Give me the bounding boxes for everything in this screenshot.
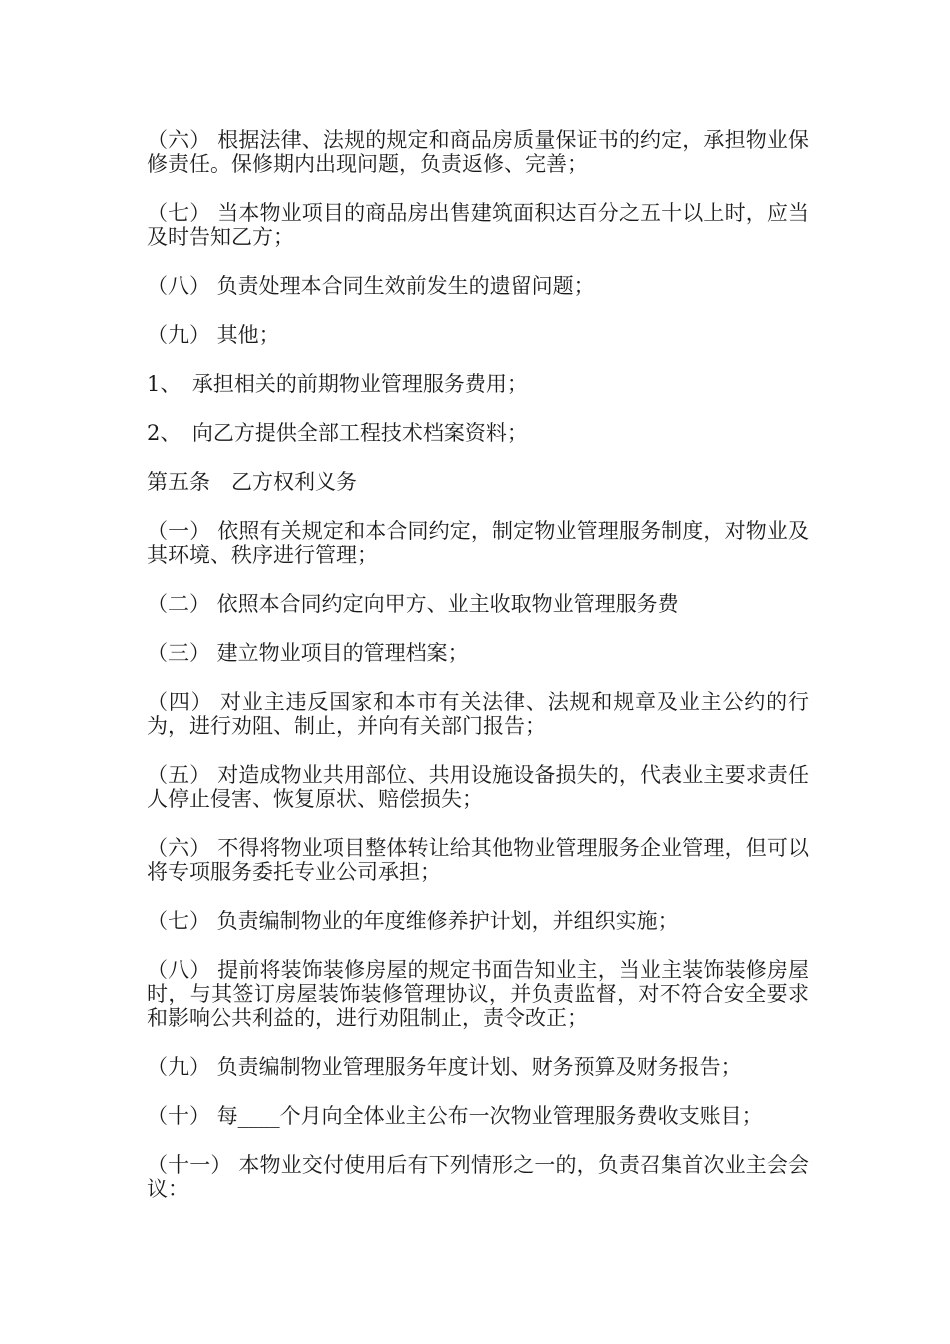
article-5-heading: 第五条 乙方权利义务 — [147, 470, 357, 494]
paragraph-item-1-fees: 1、 承担相关的前期物业管理服务费用； — [147, 372, 528, 396]
paragraph-duty-1-management-system: （一） 依照有关规定和本合同约定，制定物业管理服务制度，对物业及其环境、秩序进行管理； — [147, 519, 809, 567]
paragraph-clause-6-warranty: （六） 根据法律、法规的规定和商品房质量保证书的约定，承担物业保修责任。保修期内出现问题，负责返修、完善； — [147, 128, 809, 176]
paragraph-clause-9-other: （九） 其他； — [147, 323, 280, 347]
paragraph-item-2-archives: 2、 向乙方提供全部工程技术档案资料； — [147, 421, 528, 445]
paragraph-duty-3-archives: （三） 建立物业项目的管理档案； — [147, 641, 469, 665]
document-body — [147, 128, 809, 1226]
paragraph-duty-6-no-transfer: （六） 不得将物业项目整体转让给其他物业管理服务企业管理，但可以将专项服务委托专业公司承担； — [147, 836, 809, 884]
paragraph-duty-5-damages: （五） 对造成物业共用部位、共用设施设备损失的，代表业主要求责任人停止侵害、恢复原状、赔偿损失； — [147, 763, 809, 811]
paragraph-clause-8-legacy-issues: （八） 负责处理本合同生效前发生的遗留问题； — [147, 274, 595, 298]
paragraph-duty-2-collect-fees: （二） 依照本合同约定向甲方、业主收取物业管理服务费 — [147, 592, 679, 616]
paragraph-duty-11-owners-meeting: （十一） 本物业交付使用后有下列情形之一的，负责召集首次业主会会议： — [147, 1153, 809, 1201]
paragraph-duty-8-renovation: （八） 提前将装饰装修房屋的规定书面告知业主，当业主装饰装修房屋时，与其签订房屋装饰装修管理协议，并负责监督，对不符合安全要求和影响公共利益的，进行劝阻制止，责令改正； — [147, 958, 809, 1030]
paragraph-duty-9-annual-plan: （九） 负责编制物业管理服务年度计划、财务预算及财务报告； — [147, 1055, 742, 1079]
paragraph-duty-7-maintenance-plan: （七） 负责编制物业的年度维修养护计划，并组织实施； — [147, 909, 679, 933]
paragraph-clause-7-sales-notice: （七） 当本物业项目的商品房出售建筑面积达百分之五十以上时，应当及时告知乙方； — [147, 201, 809, 249]
paragraph-duty-4-violations: （四） 对业主违反国家和本市有关法律、法规和规章及业主公约的行为，进行劝阻、制止，并向有关部门报告； — [147, 690, 809, 738]
paragraph-duty-10-accounts: （十） 每____个月向全体业主公布一次物业管理服务费收支账目； — [147, 1104, 763, 1128]
